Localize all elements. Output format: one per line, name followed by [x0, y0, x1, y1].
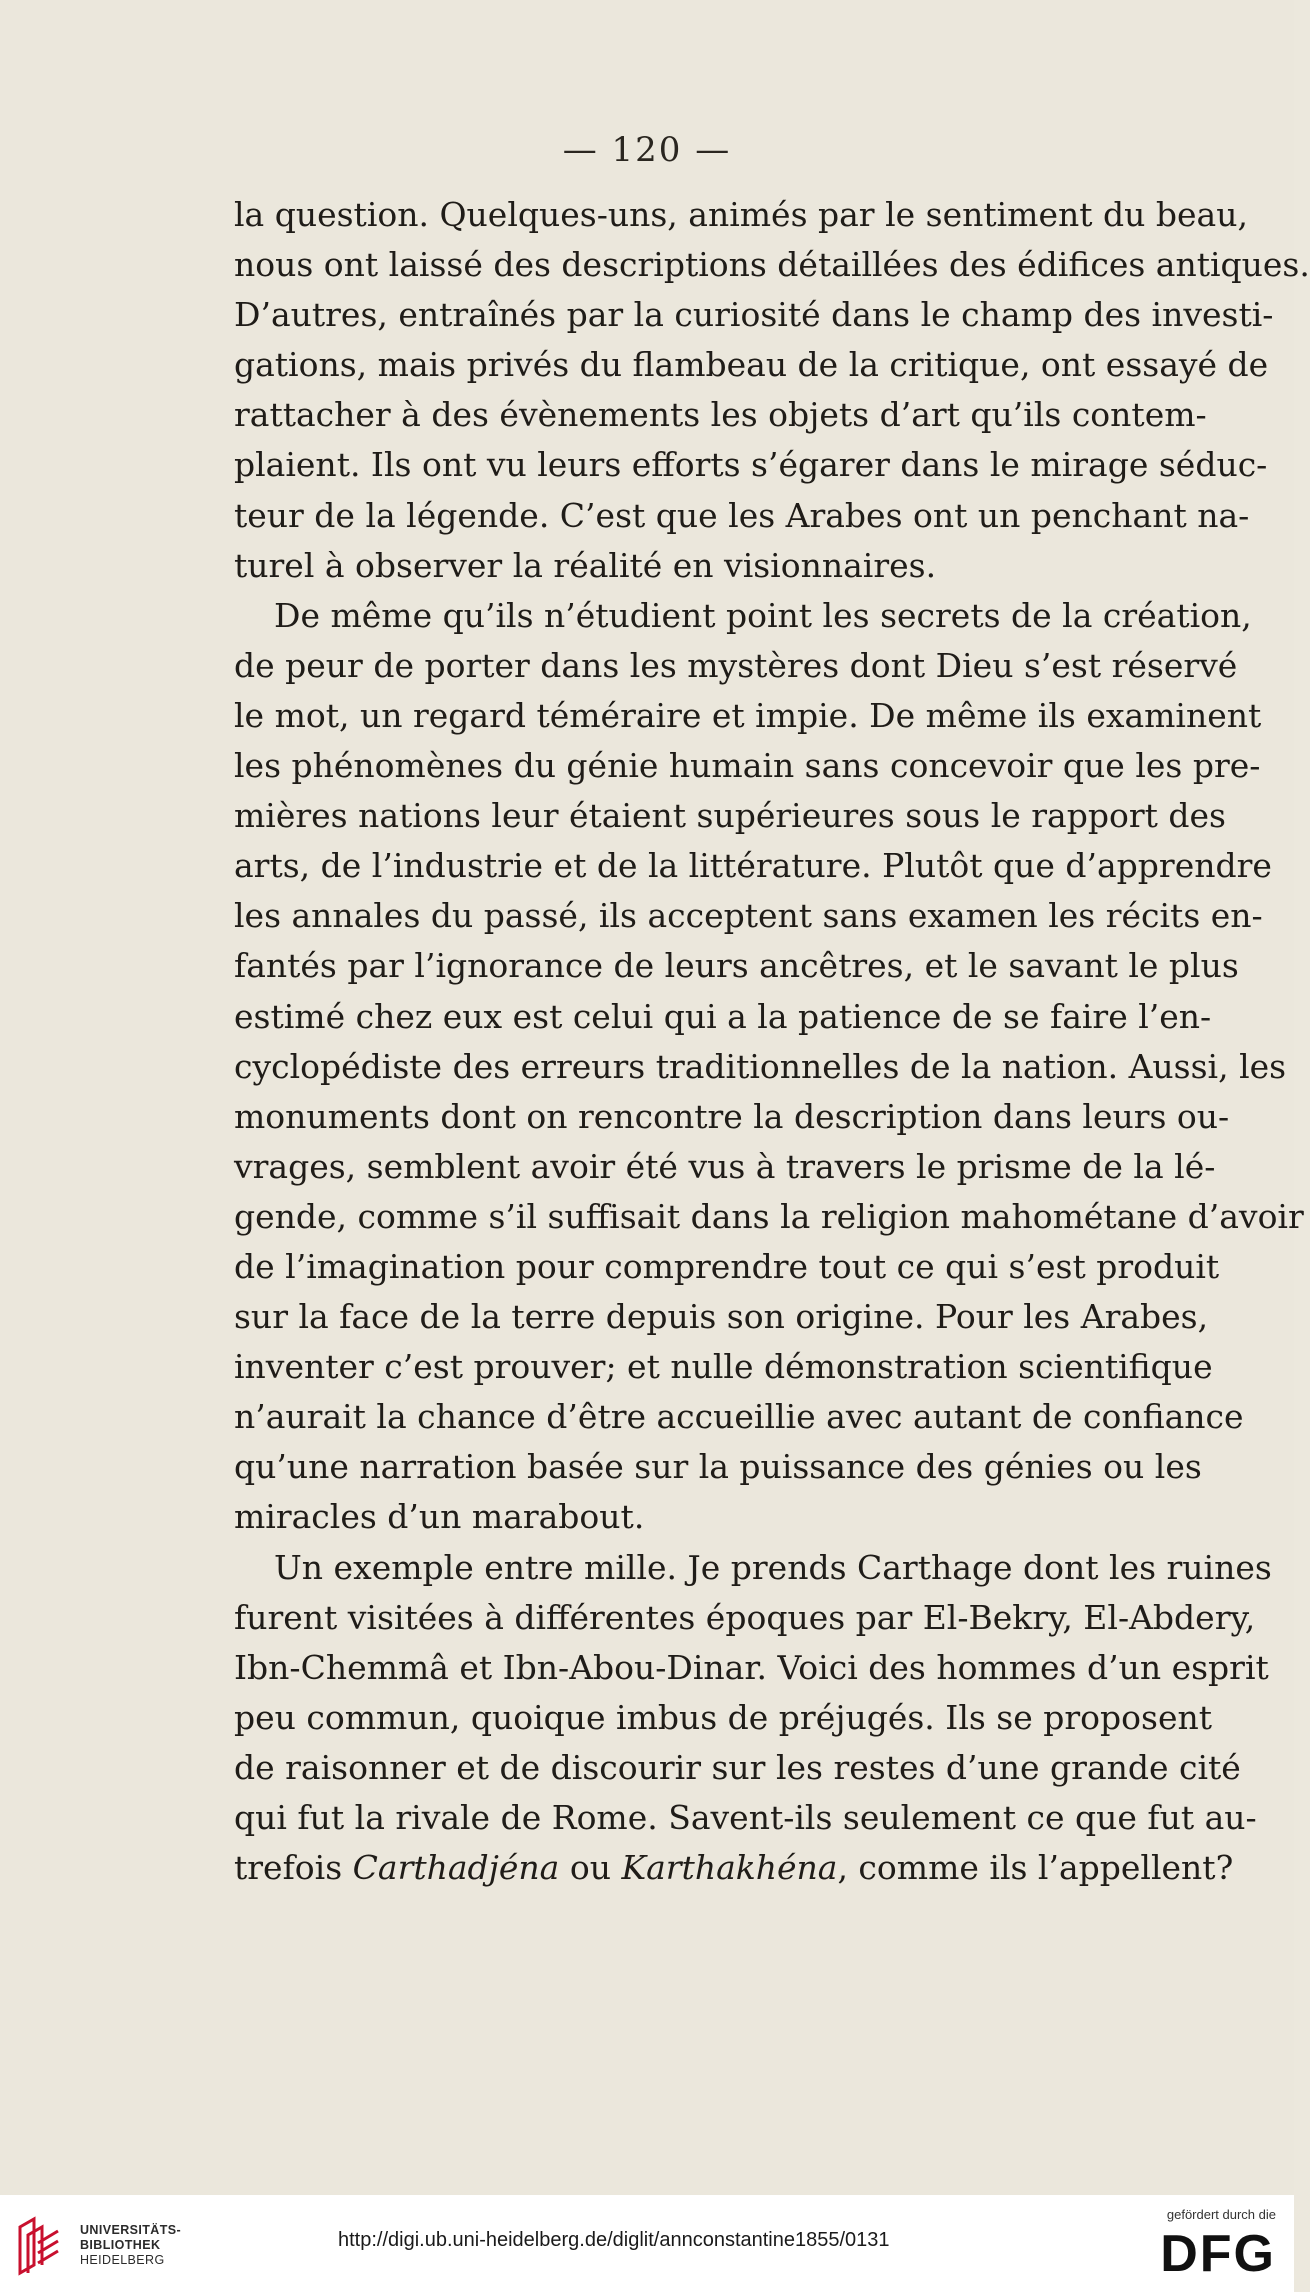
footer-bar: [0, 2195, 1294, 2292]
page-number: — 120 —: [562, 130, 732, 170]
text-line: Un exemple entre mille. Je prends Carthage dont les ruines: [274, 1547, 1272, 1587]
library-name: [80, 2223, 181, 2268]
text-line-middle: ou: [559, 1848, 622, 1888]
text-line: arts, de l’industrie et de la littérature. Plutôt que d’apprendre: [234, 846, 1272, 886]
text-line: De même qu’ils n’étudient point les secrets de la création,: [274, 595, 1252, 635]
text-line: plaient. Ils ont vu leurs efforts s’égarer dans le mirage séduc-: [234, 445, 1268, 485]
text-line: estimé chez eux est celui qui a la patience de se faire l’en-: [234, 996, 1212, 1036]
text-line: inventer c’est prouver; et nulle démonstration scientifique: [234, 1347, 1213, 1387]
text-line: les phénomènes du génie humain sans concevoir que les pre-: [234, 746, 1261, 786]
funding-credit: [1160, 2207, 1276, 2282]
text-line: nous ont laissé des descriptions détaillées des édifices antiques.: [234, 245, 1310, 285]
text-line-start: trefois: [234, 1848, 353, 1888]
funding-note: gefördert durch die: [1166, 2207, 1276, 2222]
library-logo-icon: [14, 2213, 70, 2279]
library-name-line: UNIVERSITÄTS-: [80, 2223, 182, 2237]
italic-word-karthakhena: Karthakhéna: [621, 1848, 838, 1888]
text-line-end: , comme ils l’appellent?: [837, 1848, 1234, 1888]
library-name-line: BIBLIOTHEK: [80, 2238, 161, 2252]
text-line: qu’une narration basée sur la puissance des génies ou les: [234, 1447, 1202, 1487]
text-line: [234, 1843, 1234, 1893]
text-line: monuments dont on rencontre la description dans leurs ou-: [234, 1096, 1230, 1136]
italic-word-carthadjena: Carthadjéna: [352, 1848, 560, 1888]
text-line: miracles d’un marabout.: [234, 1497, 645, 1537]
text-line: D’autres, entraînés par la curiosité dans le champ des investi-: [234, 295, 1274, 335]
text-line: fantés par l’ignorance de leurs ancêtres, et le savant le plus: [234, 946, 1239, 986]
text-line: de l’imagination pour comprendre tout ce qui s’est produit: [234, 1246, 1220, 1286]
text-line: le mot, un regard téméraire et impie. De même ils examinent: [234, 695, 1262, 735]
body-text: [234, 190, 1310, 1893]
text-line: turel à observer la réalité en visionnaires.: [234, 545, 937, 585]
text-line: n’aurait la chance d’être accueillie avec autant de confiance: [234, 1397, 1244, 1437]
text-line: la question. Quelques-uns, animés par le sentiment du beau,: [234, 195, 1248, 234]
text-line: furent visitées à différentes époques par El-Bekry, El-Abdery,: [234, 1597, 1256, 1637]
text-line: rattacher à des évènements les objets d’art qu’ils contem-: [234, 395, 1207, 435]
text-line: vrages, semblent avoir été vus à travers le prisme de la lé-: [234, 1146, 1216, 1186]
dfg-logo: DFG: [1160, 2225, 1276, 2283]
text-line: les annales du passé, ils acceptent sans examen les récits en-: [234, 896, 1263, 936]
source-url-link[interactable]: http://digi.ub.uni-heidelberg.de/diglit/annconstantine1855/0131: [338, 2229, 890, 2251]
library-name-line: HEIDELBERG: [80, 2253, 165, 2267]
text-line: mières nations leur étaient supérieures sous le rapport des: [234, 796, 1226, 836]
text-line: gende, comme s’il suffisait dans la religion mahométane d’avoir: [234, 1196, 1304, 1236]
text-line: qui fut la rivale de Rome. Savent-ils seulement ce que fut au-: [234, 1798, 1257, 1837]
text-line: teur de la légende. C’est que les Arabes ont un penchant na-: [234, 495, 1250, 535]
text-line: gations, mais privés du flambeau de la critique, ont essayé de: [234, 345, 1269, 385]
text-line: peu commun, quoique imbus de préjugés. Ils se proposent: [234, 1697, 1212, 1737]
text-line: Ibn-Chemmâ et Ibn-Abou-Dinar. Voici des hommes d’un esprit: [234, 1647, 1269, 1687]
text-line: sur la face de la terre depuis son origine. Pour les Arabes,: [234, 1297, 1209, 1337]
text-line: cyclopédiste des erreurs traditionnelles de la nation. Aussi, les: [234, 1046, 1287, 1086]
text-line: de raisonner et de discourir sur les restes d’une grande cité: [234, 1747, 1241, 1787]
text-line: de peur de porter dans les mystères dont Dieu s’est réservé: [234, 645, 1238, 685]
